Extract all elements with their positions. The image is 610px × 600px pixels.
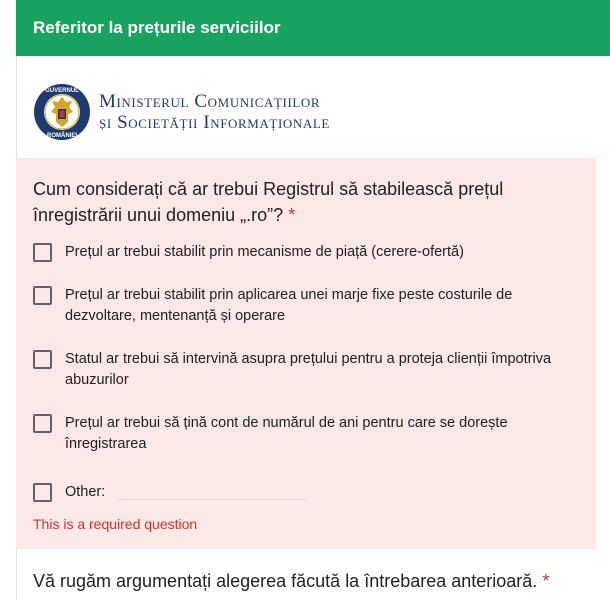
checkbox-option-label: Prețul ar trebui stabilit prin aplicarea unei marje fixe peste costurile de dezvoltare, mentenanță și operare bbox=[65, 287, 513, 324]
question-title-text: Cum considerați că ar trebui Registrul să stabilească prețul înregistrării unui domeniu „.ro”? bbox=[33, 179, 504, 225]
ministry-name-line1: Ministerul Comunicațiilor bbox=[99, 91, 321, 112]
checkbox-option-other[interactable] bbox=[33, 482, 553, 503]
ministry-name-line2: și Societății Informaționale bbox=[99, 112, 330, 133]
checkbox-option[interactable] bbox=[33, 285, 553, 327]
required-error-message: This is a required question bbox=[33, 516, 198, 532]
checkbox-option[interactable] bbox=[33, 349, 553, 391]
question-title bbox=[33, 176, 573, 228]
required-asterisk: * bbox=[542, 571, 550, 591]
crest-text-top: GUVERNUL bbox=[45, 88, 79, 94]
checkbox-option[interactable] bbox=[33, 413, 553, 455]
question2-title-text: Vă rugăm argumentați alegerea făcută la întrebarea anterioară. bbox=[33, 571, 538, 591]
checkbox-option[interactable] bbox=[33, 242, 553, 263]
required-asterisk: * bbox=[288, 205, 296, 225]
checkbox[interactable] bbox=[33, 483, 52, 502]
ministry-name bbox=[99, 91, 330, 133]
checkbox[interactable] bbox=[33, 286, 52, 305]
form-header bbox=[16, 0, 610, 56]
checkbox-option-label: Statul ar trebui să intervină asupra prețului pentru a proteja clienții împotriva abuzurilor bbox=[65, 351, 552, 388]
form-title: Referitor la prețurile serviciilor bbox=[33, 18, 281, 37]
other-label: Other: bbox=[65, 484, 106, 500]
question2-title bbox=[33, 568, 603, 594]
checkbox[interactable] bbox=[33, 414, 52, 433]
crest-text-bottom: ROMÂNIEI bbox=[47, 133, 77, 139]
checkbox[interactable] bbox=[33, 243, 52, 262]
checkbox-option-label: Prețul ar trebui să țină cont de numărul de ani pentru care se dorește înregistrarea bbox=[65, 415, 508, 452]
ministry-logo bbox=[33, 82, 330, 142]
checkbox-option-label: Prețul ar trebui stabilit prin mecanisme de piață (cerere-ofertă) bbox=[65, 244, 464, 260]
romanian-government-crest-icon bbox=[33, 83, 91, 141]
other-text-input[interactable] bbox=[117, 482, 307, 500]
checkbox[interactable] bbox=[33, 350, 52, 369]
